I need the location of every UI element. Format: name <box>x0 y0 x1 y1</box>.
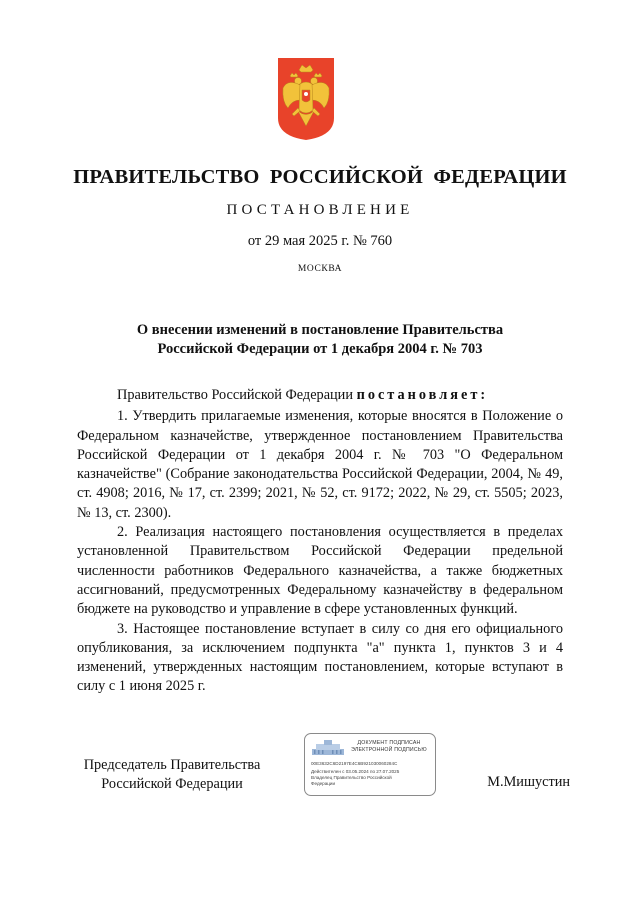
stamp-title-line-2: ЭЛЕКТРОННОЙ ПОДПИСЬЮ <box>351 746 427 753</box>
signatory-name: М.Мишустин <box>487 774 570 790</box>
signatory-position-line-1: Председатель Правительства <box>83 757 261 773</box>
coat-of-arms-emblem <box>276 56 336 142</box>
subject-line-1: О внесении изменений в постановление Правительства <box>136 322 504 338</box>
intro-prefix: Правительство Российской Федерации <box>117 387 353 403</box>
paragraph-2: 2. Реализация настоящего постановления осуществляется в пределах установленной Правительством Российской Федерации предельной численности работников Федерального казначейства, а также бюджетных ассигнований, предусмотренных Федеральному казначейству в федеральном бюджете на руководство и управление в сфере установленных функций. <box>77 524 563 618</box>
paragraph-3: 3. Настоящее постановление вступает в силу со дня его официального опубликования, за исключением подпункта "а" пункта 1, пунктов 3 и 4 изменений, утвержденных настоящим постановлением, которые вступают в силу с 1 июня 2025 г. <box>77 620 563 695</box>
stamp-building-icon <box>311 739 345 756</box>
document-type: ПОСТАНОВЛЕНИЕ <box>226 202 414 218</box>
signatory-position <box>77 756 267 794</box>
intro-verb: постановляет: <box>356 387 489 403</box>
paragraph-1: 1. Утвердить прилагаемые изменения, которые вносятся в Положение о Федеральном казначействе, утвержденное постановлением Правительства Российской Федерации от 1 декабря 2004 г. № 703 "О Федеральном казначействе" (Собрание законодательства Российской Федерации, 2004, № 49, ст. 4908; 2016, № 17, ст. 2399; 2021, № 52, ст. 9172; 2022, № 29, ст. 5505; 2023, № 13, ст. 2300). <box>77 408 563 521</box>
stamp-validity: Действителен с 03.05.2024 по 27.07.2025 <box>311 769 400 774</box>
stamp-owner-line-1: Владелец Правительство Российской <box>311 775 392 780</box>
government-title: ПРАВИТЕЛЬСТВО РОССИЙСКОЙ ФЕДЕРАЦИИ <box>73 166 567 188</box>
document-date-number: от 29 мая 2025 г. № 760 <box>247 233 393 249</box>
city-name: МОСКВА <box>297 264 343 274</box>
stamp-title <box>345 740 433 753</box>
intro-paragraph <box>77 386 563 405</box>
stamp-owner-line-2: Федерации <box>311 781 336 786</box>
stamp-certificate: 00E3632C6D2197E4C6B921030060284C <box>311 761 398 766</box>
document-subject <box>0 321 640 359</box>
electronic-signature-stamp <box>304 733 436 796</box>
document-body <box>77 386 563 697</box>
stamp-title-line-1: ДОКУМЕНТ ПОДПИСАН <box>357 740 421 746</box>
subject-line-2: Российской Федерации от 1 декабря 2004 г. № 703 <box>157 341 483 357</box>
signatory-position-line-2: Российской Федерации <box>101 776 243 792</box>
